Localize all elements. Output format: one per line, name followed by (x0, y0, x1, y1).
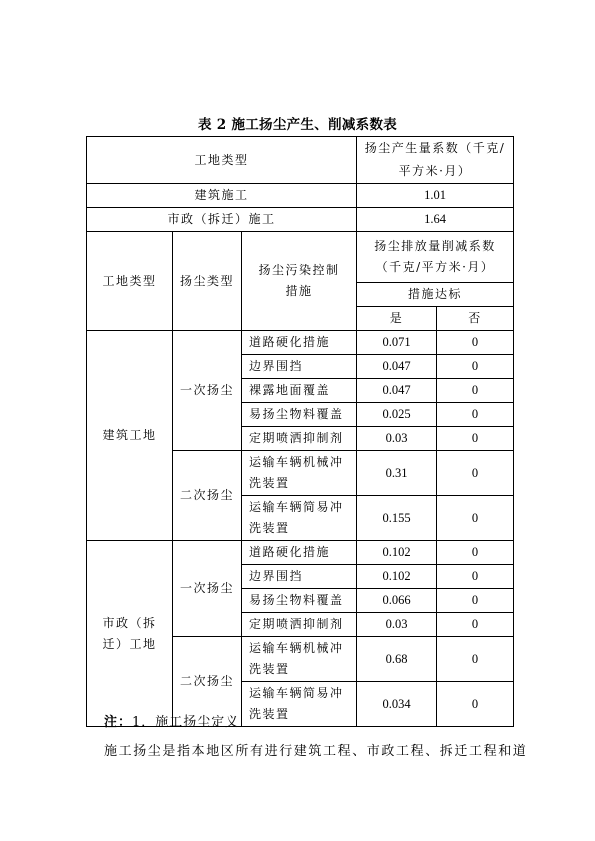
header-control-measure: 扬尘污染控制措施 (242, 232, 357, 331)
yes-value: 0.071 (357, 331, 437, 355)
yes-value: 0.155 (357, 496, 437, 541)
yes-value: 0.03 (357, 427, 437, 451)
no-value: 0 (437, 403, 514, 427)
measure-cell: 运输车辆机械冲洗装置 (242, 451, 357, 496)
yes-value: 0.025 (357, 403, 437, 427)
site-type-cell: 建筑施工 (87, 184, 357, 208)
header-measure-standard: 措施达标 (357, 283, 514, 307)
header-generation-coefficient: 扬尘产生量系数（千克/平方米·月） (357, 137, 514, 184)
measure-cell: 易扬尘物料覆盖 (242, 403, 357, 427)
yes-value: 0.31 (357, 451, 437, 496)
no-value: 0 (437, 613, 514, 637)
no-value: 0 (437, 496, 514, 541)
note-paragraph: 施工扬尘是指本地区所有进行建筑工程、市政工程、拆迁工程和道 (104, 744, 528, 759)
no-value: 0 (437, 451, 514, 496)
yes-value: 0.102 (357, 541, 437, 565)
header-site-type: 工地类型 (87, 137, 357, 184)
measure-cell: 道路硬化措施 (242, 541, 357, 565)
table-row (87, 541, 514, 565)
note-heading (104, 711, 239, 730)
yes-value: 0.047 (357, 355, 437, 379)
table-row (87, 137, 514, 184)
site-type-cell: 市政（拆迁）施工 (87, 208, 357, 232)
primary-dust: 一次扬尘 (173, 541, 242, 637)
no-value: 0 (437, 541, 514, 565)
site-building: 建筑工地 (87, 331, 173, 541)
coefficient-value: 1.64 (357, 208, 514, 232)
no-value: 0 (437, 682, 514, 727)
measure-cell: 运输车辆简易冲洗装置 (242, 496, 357, 541)
table-title: 表 2 施工扬尘产生、削减系数表 (197, 117, 398, 133)
dust-coefficient-table (86, 136, 514, 727)
coefficient-value: 1.01 (357, 184, 514, 208)
yes-value: 0.102 (357, 565, 437, 589)
table-row (87, 184, 514, 208)
measure-cell: 定期喷洒抑制剂 (242, 427, 357, 451)
header-no: 否 (437, 307, 514, 331)
measure-cell: 运输车辆机械冲洗装置 (242, 637, 357, 682)
measure-cell: 道路硬化措施 (242, 331, 357, 355)
table-row (87, 232, 514, 283)
yes-value: 0.047 (357, 379, 437, 403)
yes-value: 0.03 (357, 613, 437, 637)
note-item: 1．施工扬尘定义 (132, 715, 240, 730)
measure-cell: 易扬尘物料覆盖 (242, 589, 357, 613)
no-value: 0 (437, 427, 514, 451)
yes-value: 0.68 (357, 637, 437, 682)
measure-cell: 裸露地面覆盖 (242, 379, 357, 403)
no-value: 0 (437, 637, 514, 682)
measure-cell: 边界围挡 (242, 565, 357, 589)
primary-dust: 一次扬尘 (173, 331, 242, 451)
no-value: 0 (437, 565, 514, 589)
secondary-dust: 二次扬尘 (173, 451, 242, 541)
header-site-type: 工地类型 (87, 232, 173, 331)
site-municipal: 市政（拆迁）工地 (87, 541, 173, 727)
yes-value: 0.034 (357, 682, 437, 727)
measure-cell: 边界围挡 (242, 355, 357, 379)
measure-cell: 定期喷洒抑制剂 (242, 613, 357, 637)
note-label: 注： (104, 715, 133, 730)
table-row (87, 331, 514, 355)
no-value: 0 (437, 379, 514, 403)
secondary-dust: 二次扬尘 (173, 637, 242, 727)
no-value: 0 (437, 589, 514, 613)
header-yes: 是 (357, 307, 437, 331)
measure-cell: 运输车辆简易冲洗装置 (242, 682, 357, 727)
table-row (87, 208, 514, 232)
header-reduction-coefficient: 扬尘排放量削减系数（千克/平方米·月） (357, 232, 514, 283)
no-value: 0 (437, 331, 514, 355)
no-value: 0 (437, 355, 514, 379)
header-dust-type: 扬尘类型 (173, 232, 242, 331)
yes-value: 0.066 (357, 589, 437, 613)
